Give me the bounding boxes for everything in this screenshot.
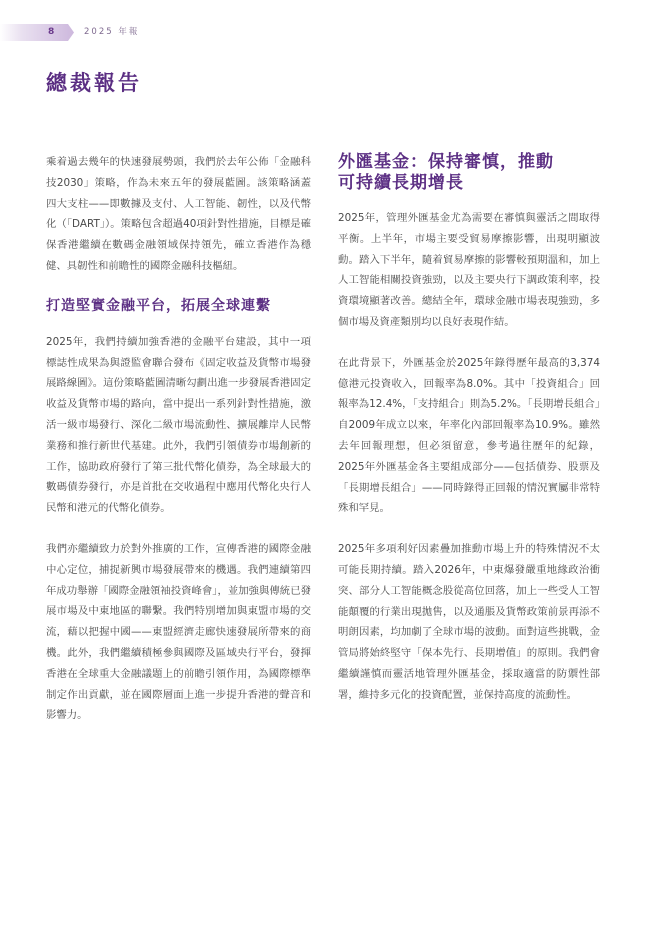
exchange-fund-paragraph-3: 2025年多項利好因素疊加推動市場上升的特殊情況不太可能長期持續。踏入2026年，中東爆發嚴重地緣政治衝突、部分人工智能概念股從高位回落，加上一些受人工智能顛覆的行業出現拋售，以及通脹及貨幣政策前景再添不明朗因素，均加劇了全球市場的波動。面對這些挑戰，金管局將始終堅守「保本先行、長期增值」的原則。我們會繼續謹慎而靈活地管理外匯基金，採取適當的防禦性部署，維持多元化的投資配置，並保持高度的流動性。 [338, 543, 600, 701]
report-label: 2025 年報 [84, 27, 140, 37]
page-title: 總裁報告 [46, 71, 142, 95]
exchange-fund-paragraph-1: 2025年，管理外匯基金尤為需要在審慎與靈活之間取得平衡。上半年，市場主要受貿易摩擦影響，出現明顯波動。踏入下半年，隨着貿易摩擦的影響較預期溫和，加上人工智能相關投資強勁，以及主要央行下調政策利率，投資環境顯著改善。總結全年，環球金融市場表現強勁，多個市場及資產類別均以良好表現作結。 [338, 212, 600, 328]
financial-platform-paragraph-1: 2025年，我們持續加強香港的金融平台建設，其中一項標誌性成果為與證監會聯合發布《固定收益及貨幣市場發展路線圖》。這份策略藍圖清晰勾劃出進一步發展香港固定收益及貨幣市場的路向，當中提出一系列針對性措施，激活一級市場發行、深化二級市場流動性、擴展離岸人民幣業務和推行新世代基建。此外，我們引領債券市場創新的工作，協助政府發行了第三批代幣化債券，為全球最大的數碼債券發行，亦是首批在交收過程中應用代幣化央行人民幣和港元的代幣化債券。 [46, 335, 311, 515]
section-heading-line-2: 可持續長期增長 [338, 173, 464, 193]
header-tab-band [0, 24, 74, 41]
section-heading-exchange-fund [338, 152, 600, 194]
page-number: 8 [48, 27, 55, 37]
intro-paragraph: 乘着過去幾年的快速發展勢頭，我們於去年公佈「金融科技2030」策略，作為未來五年的發展藍圖。該策略涵蓋四大支柱——即數據及支付、人工智能、韌性，以及代幣化（「DART」）。策略包含超過40項針對性措施，目標是確保香港繼續在數碼金融領域保持領先，確立香港作為穩健、具韌性和前瞻性的國際金融科技樞紐。 [46, 156, 311, 272]
right-column [338, 152, 600, 726]
section-heading-line-1: 外匯基金：保持審慎，推動 [338, 152, 554, 172]
section-heading-financial-platform: 打造堅實金融平台，拓展全球連繫 [46, 297, 271, 314]
financial-platform-paragraph-2: 我們亦繼續致力於對外推廣的工作，宣傳香港的國際金融中心定位，捕捉新興市場發展帶來的機遇。我們連續第四年成功舉辦「國際金融領袖投資峰會」，並加強與傳統已發展市場及中東地區的聯繫。我們特別增加與東盟市場的交流，藉以把握中國——東盟經濟走廊快速發展所帶來的商機。此外，我們繼續積極參與國際及區域央行平台，發揮香港在全球重大金融議題上的前瞻引領作用，為國際標準制定作出貢獻，並在國際層面上進一步提升香港的聲音和影響力。 [46, 542, 311, 722]
left-column [46, 152, 311, 746]
exchange-fund-paragraph-2: 在此背景下，外匯基金於2025年錄得歷年最高的3,374億港元投資收入，回報率為8.0%。其中「投資組合」回報率為12.4%，「支持組合」則為5.2%。「長期增長組合」自2009年成立以來，年率化內部回報率為10.9%。雖然去年回報理想，但必須留意，參考過往歷年的紀錄，2025年外匯基金各主要組成部分——包括債券、股票及「長期增長組合」——同時錄得正回報的情況實屬非常特殊和罕見。 [338, 356, 601, 515]
